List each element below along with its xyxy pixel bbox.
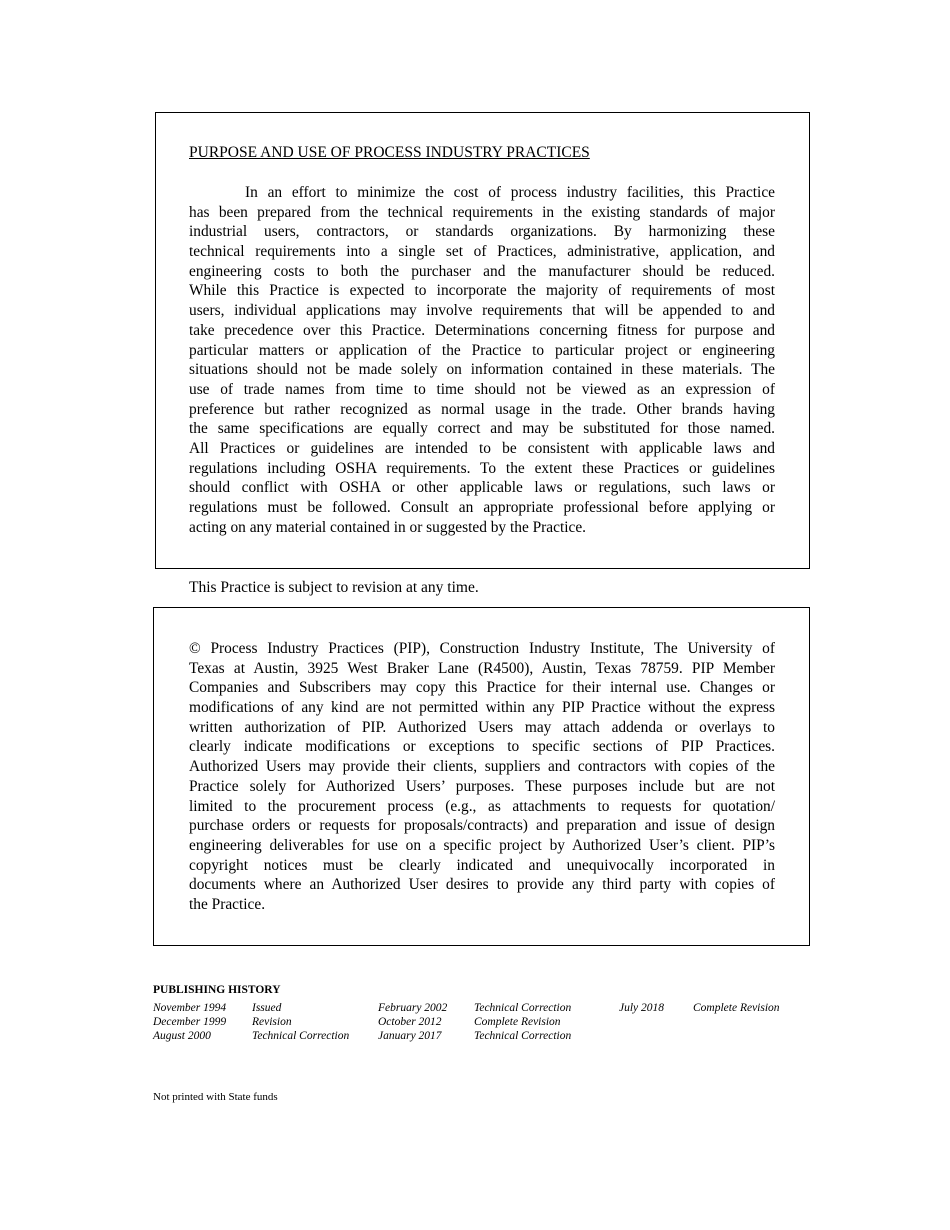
text-line: situations should not be made solely on information contained in these materials. The [189, 361, 775, 379]
text-line: take precedence over this Practice. Determinations concerning fitness for purpose and [189, 321, 775, 339]
history-action: Technical Correction [252, 1030, 350, 1042]
purpose-paragraph [189, 183, 775, 537]
text-line: copyright notices must be clearly indicated and unequivocally incorporated in [189, 856, 775, 874]
text-line: the Practice. [189, 895, 266, 913]
text-line: written authorization of PIP. Authorized Users may attach addenda or overlays to [189, 718, 775, 736]
revision-note: This Practice is subject to revision at any time. [189, 579, 479, 596]
text-line: acting on any material contained in or suggested by the Practice. [189, 518, 587, 536]
text-line: purchase orders or requests for proposals/contracts) and preparation and issue of design [189, 817, 775, 835]
text-line: documents where an Authorized User desires to provide any third party with copies of [189, 876, 775, 894]
text-line: limited to the procurement process (e.g., as attachments to requests for quotation/ [189, 797, 775, 815]
history-action: Complete Revision [474, 1016, 561, 1028]
text-line: particular matters or application of the Practice to particular project or engineering [189, 341, 775, 359]
text-line: regulations including OSHA requirements. To the extent these Practices or guidelines [189, 459, 775, 477]
text-line: engineering costs to both the purchaser and the manufacturer should be reduced. [189, 262, 775, 280]
publishing-history-title: PUBLISHING HISTORY [153, 984, 281, 996]
copyright-paragraph [189, 639, 775, 915]
text-line: should conflict with OSHA or other applicable laws or regulations, such laws or [189, 479, 775, 497]
text-line: use of trade names from time to time should not be viewed as an expression of [189, 380, 775, 398]
footer-note: Not printed with State funds [153, 1091, 278, 1103]
text-line: industrial users, contractors, or standards organizations. By harmonizing these [189, 223, 775, 241]
text-line: has been prepared from the technical requirements in the existing standards of major [189, 203, 775, 221]
text-line: All Practices or guidelines are intended to be consistent with applicable laws and [189, 439, 775, 457]
text-line: regulations must be followed. Consult an appropriate professional before applying or [189, 499, 775, 516]
text-line: Authorized Users may provide their clients, suppliers and contractors with copies of the [189, 758, 775, 776]
history-date: October 2012 [378, 1016, 442, 1028]
text-line: Companies and Subscribers may copy this Practice for their internal use. Changes or [189, 679, 775, 697]
text-line: clearly indicate modifications or exceptions to specific sections of PIP Practices. [189, 738, 775, 756]
history-date: January 2017 [378, 1030, 442, 1042]
history-date: August 2000 [153, 1030, 211, 1042]
text-line: preference but rather recognized as normal usage in the trade. Other brands having [189, 400, 775, 418]
text-line: In an effort to minimize the cost of process industry facilities, this Practice [245, 184, 775, 201]
history-date: February 2002 [378, 1002, 448, 1014]
history-date: December 1999 [153, 1016, 227, 1028]
history-action: Revision [252, 1016, 292, 1028]
history-action: Issued [252, 1002, 282, 1014]
history-action: Technical Correction [474, 1002, 572, 1014]
history-date: November 1994 [153, 1002, 227, 1014]
text-line: Texas at Austin, 3925 West Braker Lane (R4500), Austin, Texas 78759. PIP Member [189, 659, 775, 677]
text-line: While this Practice is expected to incorporate the majority of requirements of most [189, 282, 775, 300]
history-action: Technical Correction [474, 1030, 572, 1042]
text-line: the same specifications are equally correct and may be substituted for those named. [189, 420, 775, 438]
purpose-title: PURPOSE AND USE OF PROCESS INDUSTRY PRACTICES [189, 144, 590, 161]
text-line: Practice solely for Authorized Users’ purposes. These purposes include but are not [189, 777, 775, 795]
text-line: © Process Industry Practices (PIP), Construction Industry Institute, The University of [189, 640, 775, 657]
history-action: Complete Revision [693, 1002, 780, 1014]
history-date: July 2018 [619, 1002, 665, 1014]
text-line: engineering deliverables for use on a specific project by Authorized User’s client. PIP’s [189, 836, 775, 854]
text-line: users, individual applications may involve requirements that will be appended to and [189, 302, 775, 320]
text-line: technical requirements into a single set of Practices, administrative, application, and [189, 243, 775, 261]
text-line: modifications of any kind are not permitted within any PIP Practice without the express [189, 699, 775, 717]
